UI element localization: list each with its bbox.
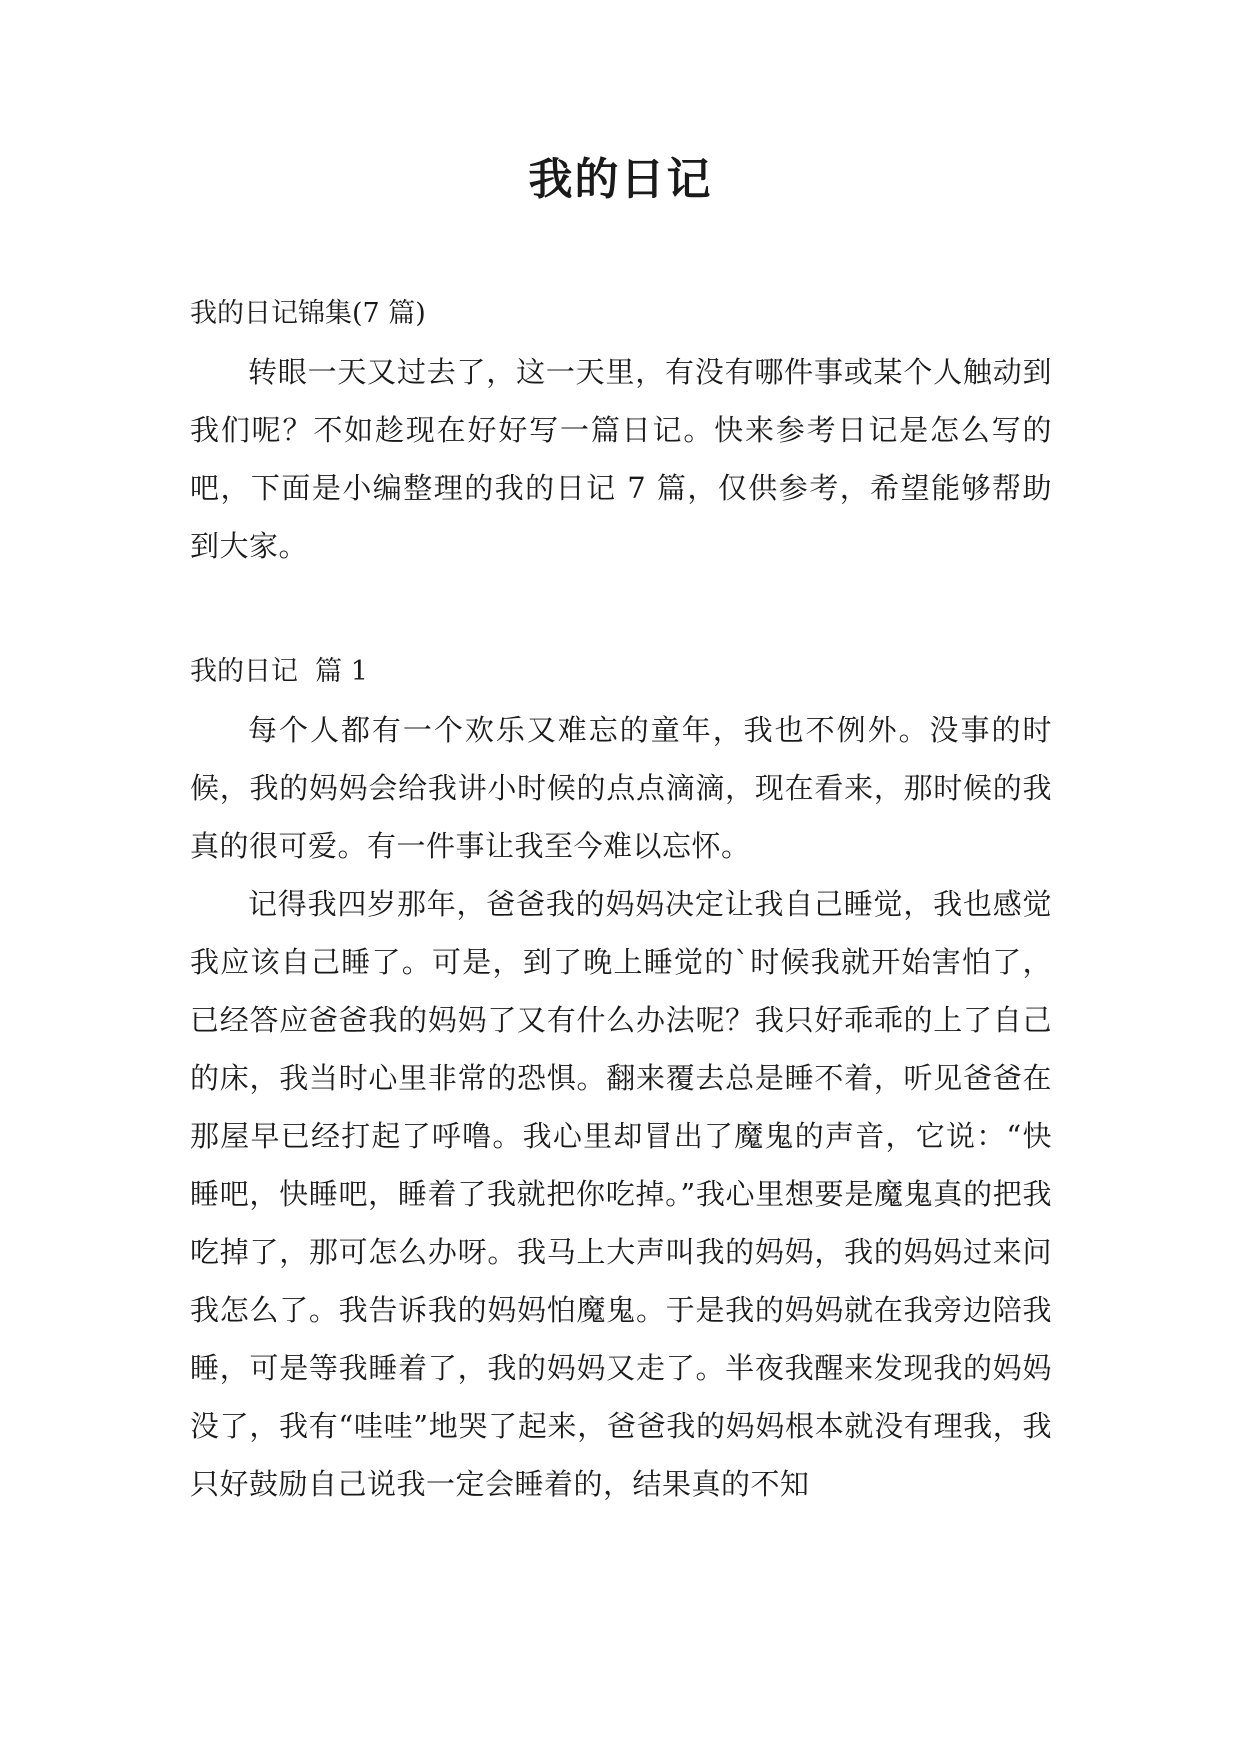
section-spacer: [190, 575, 1052, 643]
section-1-paragraph-2: 记得我四岁那年，爸爸我的妈妈决定让我自己睡觉，我也感觉我应该自己睡了。可是，到了晚上睡觉的`时候我就开始害怕了，已经答应爸爸我的妈妈了又有什么办法呢？我只好乖乖的上了自己的床，我当时心里非常的恐惧。翻来覆去总是睡不着，听见爸爸在那屋早已经打起了呼噜。我心里却冒出了魔鬼的声音，它说：“快睡吧，快睡吧，睡着了我就把你吃掉。”我心里想要是魔鬼真的把我吃掉了，那可怎么办呀。我马上大声叫我的妈妈，我的妈妈过来问我怎么了。我告诉我的妈妈怕魔鬼。于是我的妈妈就在我旁边陪我睡，可是等我睡着了，我的妈妈又走了。半夜我醒来发现我的妈妈没了，我有“哇哇”地哭了起来，爸爸我的妈妈根本就没有理我，我只好鼓励自己说我一定会睡着的，结果真的不知: [190, 887, 1052, 1501]
intro-paragraph: 转眼一天又过去了，这一天里，有没有哪件事或某个人触动到我们呢？不如趁现在好好写一篇日记。快来参考日记是怎么写的吧，下面是小编整理的我的日记 7 篇，仅供参考，希望能够帮助到大家。: [190, 355, 1052, 563]
document-title: 我的日记: [528, 154, 713, 205]
document-body: [190, 285, 1052, 1513]
section-heading-1: 我的日记 篇 1: [190, 656, 368, 687]
collection-heading: 我的日记锦集(7 篇): [190, 298, 426, 329]
section-1-paragraph-1: 每个人都有一个欢乐又难忘的童年，我也不例外。没事的时候，我的妈妈会给我讲小时候的点点滴滴，现在看来，那时候的我真的很可爱。有一件事让我至今难以忘怀。: [190, 713, 1052, 863]
